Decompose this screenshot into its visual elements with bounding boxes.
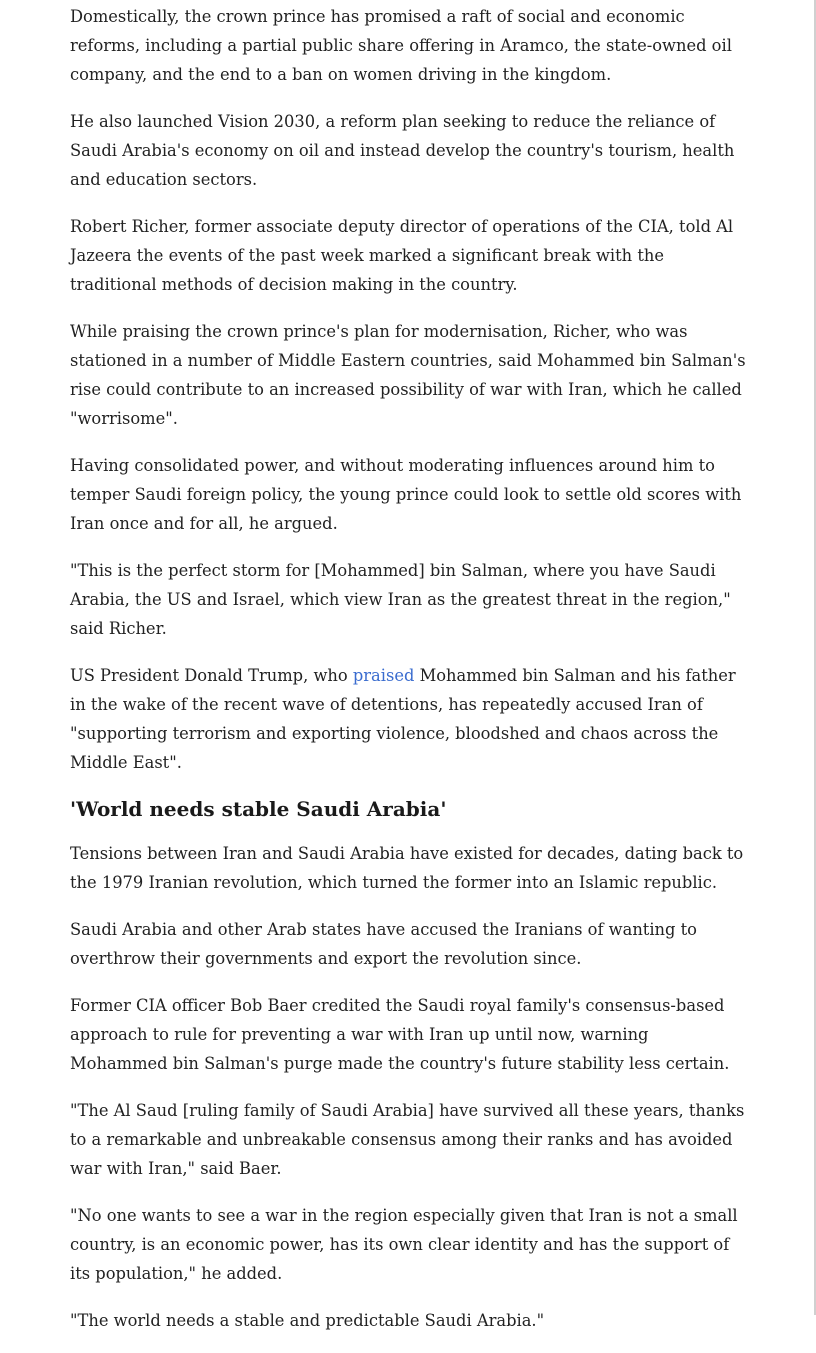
paragraph-perfect-storm-quote: "This is the perfect storm for [Mohammed] bin Salman, where you have Saudi Arabia, the US and Israel, which view Iran as the greatest threat in the region," said Richer. <box>70 561 731 638</box>
paragraph-vision-2030: He also launched Vision 2030, a reform plan seeking to reduce the reliance of Saudi Arabia's economy on oil and instead develop the country's tourism, health and education sectors. <box>70 112 735 189</box>
paragraph-baer-consensus: Former CIA officer Bob Baer credited the Saudi royal family's consensus-based approach to rule for preventing a war with Iran up until now, warning Mohammed bin Salman's purge made the country's future stability less certain. <box>70 996 730 1073</box>
paragraph-tensions: Tensions between Iran and Saudi Arabia have existed for decades, dating back to the 1979 Iranian revolution, which turned the former into an Islamic republic. <box>70 844 744 892</box>
paragraph-accusations: Saudi Arabia and other Arab states have accused the Iranians of wanting to overthrow their governments and export the revolution since. <box>70 920 697 968</box>
paragraph-reforms: Domestically, the crown prince has promised a raft of social and economic reforms, including a partial public share offering in Aramco, the state-owned oil company, and the end to a ban on women driving in the kingdom. <box>70 7 732 84</box>
paragraph-trump <box>70 661 748 777</box>
paragraph-stable-saudi-quote: "The world needs a stable and predictable Saudi Arabia." <box>70 1311 545 1330</box>
praised-link[interactable]: praised <box>352 666 415 685</box>
paragraph-trump-text-end: Mohammed bin Salman and his father in the wake of the recent wave of detentions, has repeatedly accused Iran of "supporting terrorism and exporting violence, bloodshed and chaos across the Middle East". <box>70 666 736 772</box>
article-body <box>70 2 748 1353</box>
paragraph-trump-text-start: US President Donald Trump, who <box>70 666 353 685</box>
section-heading: 'World needs stable Saudi Arabia' <box>70 797 447 821</box>
paragraph-al-saud-quote: "The Al Saud [ruling family of Saudi Arabia] have survived all these years, thanks to a remarkable and unbreakable consensus among their ranks and has avoided war with Iran," said Baer. <box>70 1101 745 1178</box>
paragraph-war-iran: While praising the crown prince's plan for modernisation, Richer, who was stationed in a number of Middle Eastern countries, said Mohammed bin Salman's rise could contribute to an increased possibility of war with Iran, which he called "worrisome". <box>70 322 746 428</box>
paragraph-consolidated-power: Having consolidated power, and without moderating influences around him to temper Saudi foreign policy, the young prince could look to settle old scores with Iran once and for all, he argued. <box>70 456 742 533</box>
paragraph-richer-break: Robert Richer, former associate deputy director of operations of the CIA, told Al Jazeera the events of the past week marked a significant break with the traditional methods of decision making in the country. <box>70 217 734 294</box>
paragraph-no-war-quote: "No one wants to see a war in the region especially given that Iran is not a small country, is an economic power, has its own clear identity and has the support of its population," he added. <box>70 1206 738 1283</box>
